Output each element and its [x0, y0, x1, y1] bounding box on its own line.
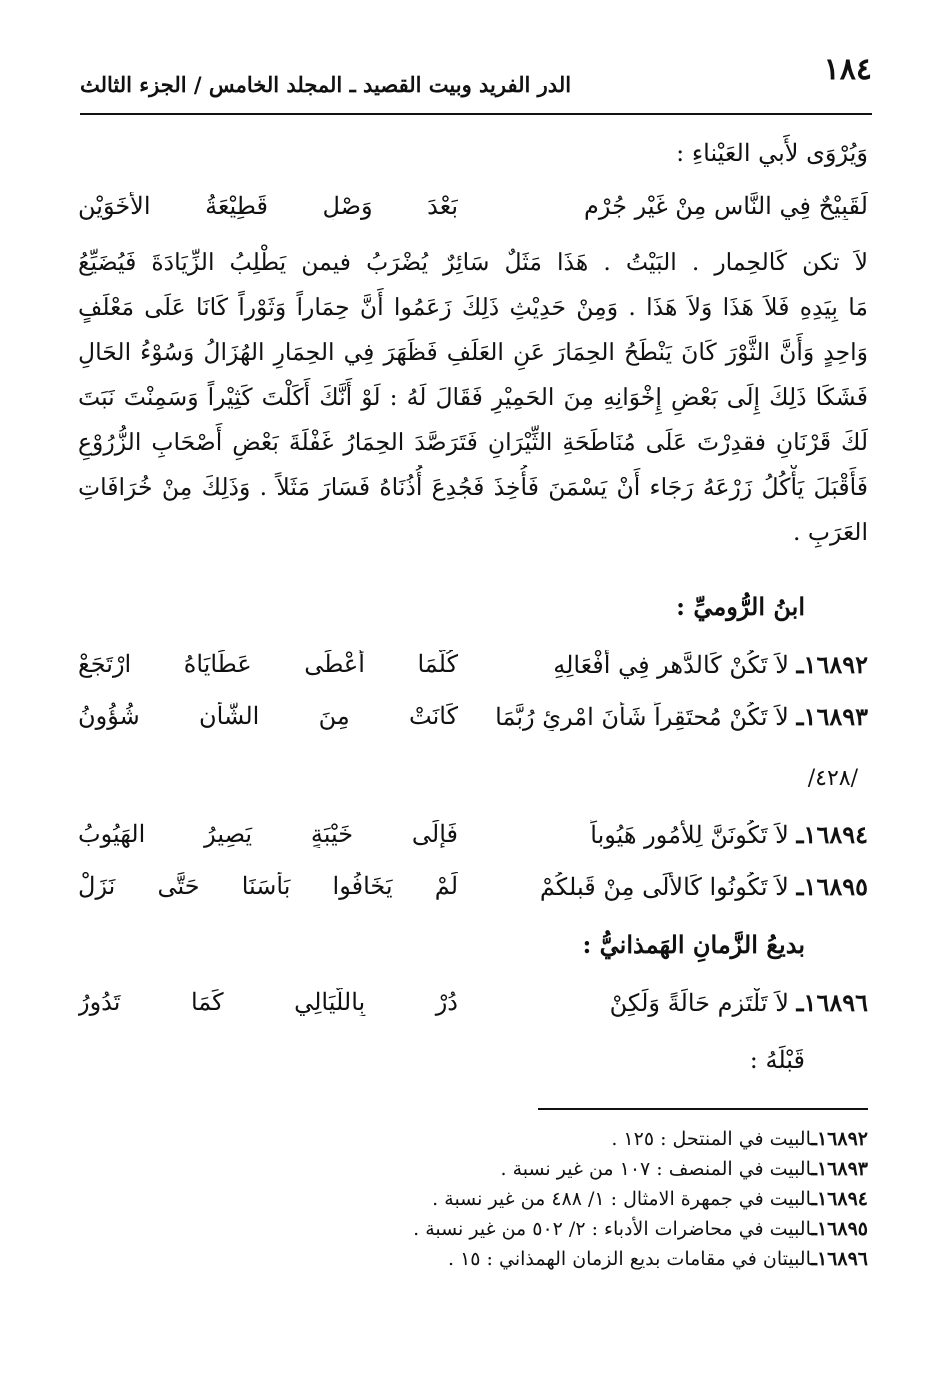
verse-number: ١٦٨٩٤ـ	[796, 820, 868, 849]
verse-first-hemistich	[448, 820, 868, 849]
verse-16893	[78, 702, 868, 748]
footnotes	[78, 1124, 868, 1274]
footnote-item	[78, 1184, 868, 1214]
footnote-item	[78, 1154, 868, 1184]
intro-verse	[78, 192, 868, 238]
page-reference: /٤٢٨/	[807, 766, 858, 791]
before-label: قَبْلَهُ :	[749, 1046, 805, 1074]
paragraph-line: لاَ تكن كَالحِمار . البَيْتُ . هَذَا مَثَلٌ سَائِرٌ يُضْرَبُ فيمن يَطْلِبُ الزِّيَادَةَ فَيُضَيِّعُ	[78, 248, 868, 276]
footnote-divider	[538, 1108, 868, 1110]
verse-first-hemistich	[448, 988, 868, 1017]
verse-second-hemistich: كُلَّمَا أَعْطَى عَطَايَاهُ ارْتَجَعْ	[78, 650, 458, 678]
verse-second-hemistich: لَمْ يَخَافُوا بَأْسَنَا حَتَّى نَزَلْ	[78, 872, 458, 900]
footnote-text: البيت في جمهرة الامثال : ١/ ٤٨٨ من غير نسبة .	[432, 1188, 812, 1210]
page-header	[80, 52, 872, 108]
speaker-badi-al-zaman: بديعُ الزَّمانِ الهَمذانيُّ :	[582, 930, 805, 959]
verse-16892	[78, 650, 868, 696]
page-number: ١٨٤	[823, 52, 872, 87]
verse-number: ١٦٨٩٥ـ	[796, 872, 868, 901]
footnote-text: البيتان في مقامات بديع الزمان الهمذاني : ١٥ .	[448, 1248, 812, 1270]
verse-number: ١٦٨٩٣ـ	[796, 702, 868, 731]
commentary-paragraph	[78, 240, 868, 555]
verse-first-text: لاَ تَكُونَنَّ لِلأُمُورِ هَيُوباً	[590, 821, 789, 849]
header-divider	[80, 113, 872, 115]
footnote-item	[78, 1244, 868, 1274]
verse-second-hemistich: فَإِلَى خَيْبَةٍ يَصِيرُ الهَيُوبُ	[78, 820, 458, 848]
paragraph-line: لَكَ قَرْنَانِ فقدِرْتَ عَلَى مُنَاطَحَةِ الثِّيْرَانِ فَتَرَصَّدَ الحِمَارُ غَفْلَةَ بَعْضِ أَصْحَابِ الزُّرُوْعِ	[78, 428, 868, 456]
paragraph-line: العَرَبِ .	[792, 518, 868, 546]
paragraph-line: مَا بِيَدِهِ فَلاَ هَذَا وَلاَ هَذَا . وَمِنْ حَدِيْثِ ذَلِكَ زَعَمُوا أَنَّ حِمَاراً وَثَوْراً كَانَا عَلَى مَعْلَفٍ	[78, 293, 868, 321]
footnote-number: ١٦٨٩٦ـ	[811, 1248, 868, 1270]
paragraph-line: فَشَكَا ذَلِكَ إِلَى بَعْضِ إِخْوَانِهِ مِنَ الحَمِيْرِ فَقَالَ لَهُ : لَوْ أَنَّكَ أَكَلْتَ كَثِيْراً وَسَمِنْتَ نَبَتَ	[78, 383, 868, 411]
footnote-item	[78, 1124, 868, 1154]
footnote-text: البيت في المنصف : ١٠٧ من غير نسبة .	[500, 1158, 812, 1180]
footnote-number: ١٦٨٩٤ـ	[811, 1188, 868, 1210]
verse-16895	[78, 872, 868, 918]
verse-first-text: لاَ تَلْتَزِم حَالَةً وَلَكِنْ	[609, 989, 789, 1017]
footnote-item	[78, 1214, 868, 1244]
verse-first-text: لاَ تَكُنْ مُحتَقِراً شَأْنَ امْرِئٍ رُبَّمَا	[495, 703, 789, 731]
verse-number: ١٦٨٩٦ـ	[796, 988, 868, 1017]
verse-second-hemistich: كَانَتْ مِنَ الشَّأْنِ شُؤُونُ	[78, 702, 458, 730]
verse-first-text: لاَ تَكُونُوا كَالأُلَى مِنْ قَبلكُمْ	[539, 873, 789, 901]
verse-16896	[78, 988, 868, 1034]
intro-verse-second-hemistich: بَعْدَ وَصْلٍ قَطِيْعَةُ الأَخَوَيْنِ	[78, 192, 458, 220]
speaker-ibn-al-rumi: ابنُ الرُّوميِّ :	[676, 592, 805, 621]
paragraph-line: وَاحِدٍ وَأَنَّ الثَّوْرَ كَانَ يَنْطَحُ الحِمَارَ عَنِ العَلَفِ فَظَهَرَ فِي الحِمَارِ الهُزَالُ وَسُوْءُ الحَالِ	[78, 338, 868, 366]
intro-verse-first-hemistich: لَقَبِيْحٌ فِي النَّاسِ مِنْ غَيْرِ جُرْمِ	[584, 192, 868, 220]
intro-line: وَيُرْوَى لأَبي العَيْناءِ :	[676, 139, 868, 167]
verse-first-hemistich	[448, 872, 868, 901]
footnote-text: البيت في محاضرات الأدباء : ٢/ ٥٠٢ من غير نسبة .	[413, 1218, 812, 1240]
verse-first-hemistich	[448, 650, 868, 679]
paragraph-line: فَأَقْبَلَ يَأْكُلُ زَرْعَهُ رَجَاء أَنْ يَسْمَنَ فَأُخِذَ فَجُدِعَ أُذُنَاهُ فَسَارَ مَثَلاً . وَذَلِكَ مِنْ خُرَافَاتِ	[78, 473, 868, 501]
verse-16894	[78, 820, 868, 866]
verse-first-hemistich	[448, 702, 868, 731]
verse-number: ١٦٨٩٢ـ	[796, 650, 868, 679]
footnote-text: البيت في المنتحل : ١٢٥ .	[611, 1128, 812, 1150]
running-title: الدر الفريد وبيت القصيد ـ المجلد الخامس / الجزء الثالث	[80, 72, 572, 97]
verse-second-hemistich: دُرْ بِاللَّيَالِي كَمَا تَدُورُ	[78, 988, 458, 1016]
footnote-number: ١٦٨٩٥ـ	[811, 1218, 868, 1240]
verse-first-text: لاَ تَكُنْ كَالدَّهرِ فِي أَفْعَالِهِ	[553, 651, 789, 679]
footnote-number: ١٦٨٩٣ـ	[811, 1158, 868, 1180]
footnote-number: ١٦٨٩٢ـ	[811, 1128, 868, 1150]
